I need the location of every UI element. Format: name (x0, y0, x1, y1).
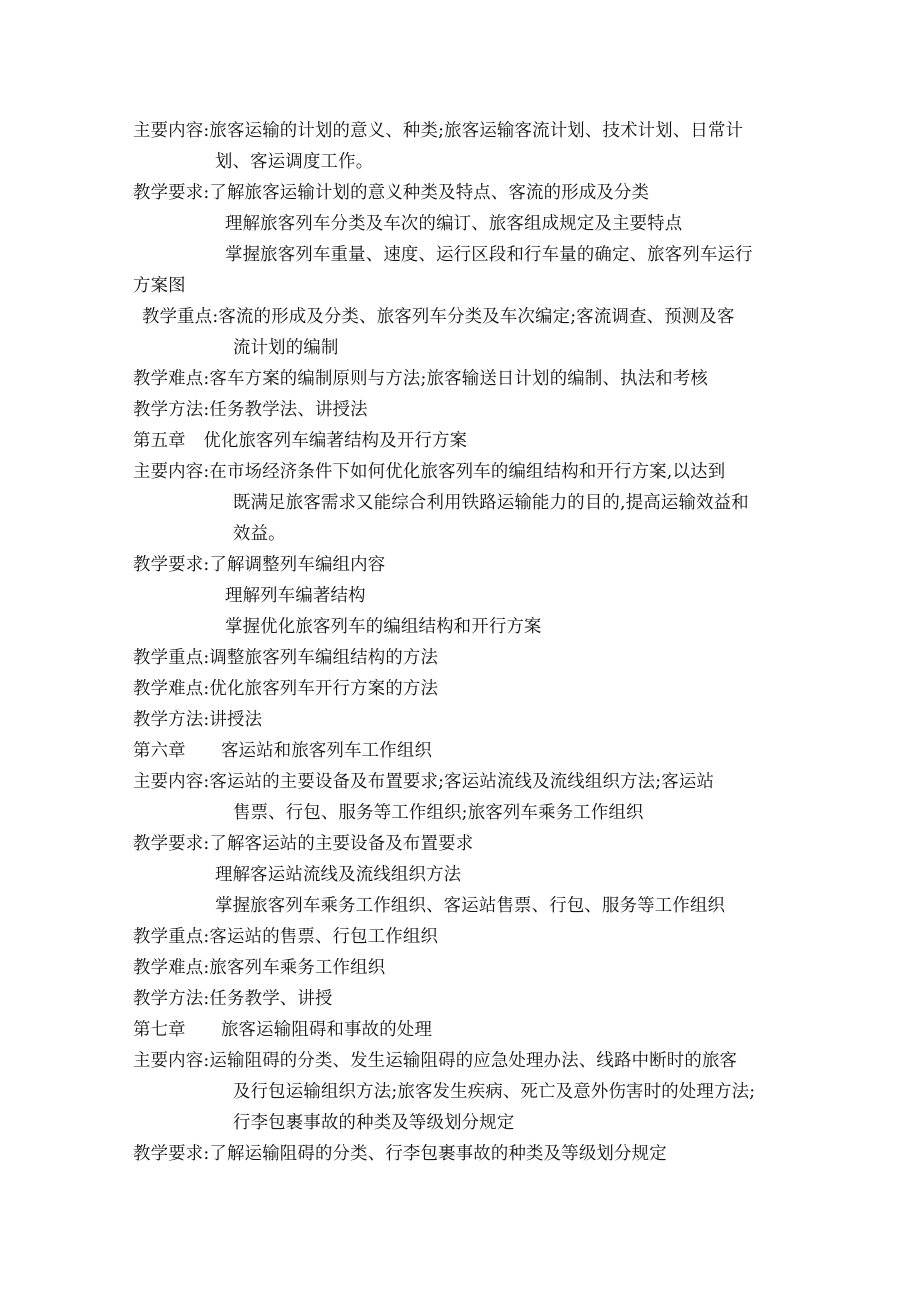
text-line: 划、客运调度工作。 (215, 152, 374, 172)
text-line: 理解旅客列车分类及车次的编订、旅客组成规定及主要特点 (225, 214, 683, 234)
text-line: 理解列车编著结构 (225, 586, 366, 606)
text-line: 教学要求:了解运输阻碍的分类、行李包裹事故的种类及等级划分规定 (133, 1144, 667, 1164)
text-line: 方案图 (133, 276, 186, 296)
text-line: 教学方法:讲授法 (133, 710, 263, 730)
text-line: 主要内容:旅客运输的计划的意义、种类;旅客运输客流计划、技术计划、日常计 (133, 121, 744, 141)
text-line: 掌握旅客列车重量、速度、运行区段和行车量的确定、旅客列车运行 (225, 245, 753, 265)
text-line: 主要内容:客运站的主要设备及布置要求;客运站流线及流线组织方法;客运站 (133, 772, 715, 792)
text-line: 教学难点:优化旅客列车开行方案的方法 (133, 679, 439, 699)
text-line: 掌握优化旅客列车的编组结构和开行方案 (225, 617, 542, 637)
text-line: 教学方法:任务教学法、讲授法 (133, 400, 368, 420)
text-line: 教学方法:任务教学、讲授 (133, 989, 333, 1009)
text-line: 教学重点:客运站的售票、行包工作组织 (133, 927, 439, 947)
text-line: 既满足旅客需求又能综合利用铁路运输能力的目的,提高运输效益和 (233, 493, 749, 513)
chapter-heading: 第六章 客运站和旅客列车工作组织 (133, 741, 433, 761)
text-line: 教学要求:了解调整列车编组内容 (133, 555, 386, 575)
text-line: 教学重点:客流的形成及分类、旅客列车分类及车次编定;客流调查、预测及客 (142, 307, 735, 327)
text-line: 行李包裹事故的种类及等级划分规定 (233, 1113, 515, 1133)
text-line: 教学重点:调整旅客列车编组结构的方法 (133, 648, 439, 668)
text-line: 掌握旅客列车乘务工作组织、客运站售票、行包、服务等工作组织 (215, 896, 726, 916)
text-line: 流计划的编制 (233, 338, 339, 358)
text-line: 理解客运站流线及流线组织方法 (215, 865, 462, 885)
text-line: 教学要求:了解客运站的主要设备及布置要求 (133, 834, 474, 854)
text-line: 售票、行包、服务等工作组织;旅客列车乘务工作组织 (233, 803, 644, 823)
text-line: 及行包运输组织方法;旅客发生疾病、死亡及意外伤害时的处理方法; (233, 1082, 756, 1102)
text-line: 效益。 (233, 524, 286, 544)
text-line: 主要内容:在市场经济条件下如何优化旅客列车的编组结构和开行方案,以达到 (133, 462, 726, 482)
text-line: 教学难点:旅客列车乘务工作组织 (133, 958, 386, 978)
chapter-heading: 第七章 旅客运输阻碍和事故的处理 (133, 1020, 433, 1040)
text-line: 教学要求:了解旅客运输计划的意义种类及特点、客流的形成及分类 (133, 183, 650, 203)
text-line: 教学难点:客车方案的编制原则与方法;旅客输送日计划的编制、执法和考核 (133, 369, 709, 389)
chapter-heading: 第五章 优化旅客列车编著结构及开行方案 (133, 431, 468, 451)
text-line: 主要内容:运输阻碍的分类、发生运输阻碍的应急处理办法、线路中断时的旅客 (133, 1051, 738, 1071)
